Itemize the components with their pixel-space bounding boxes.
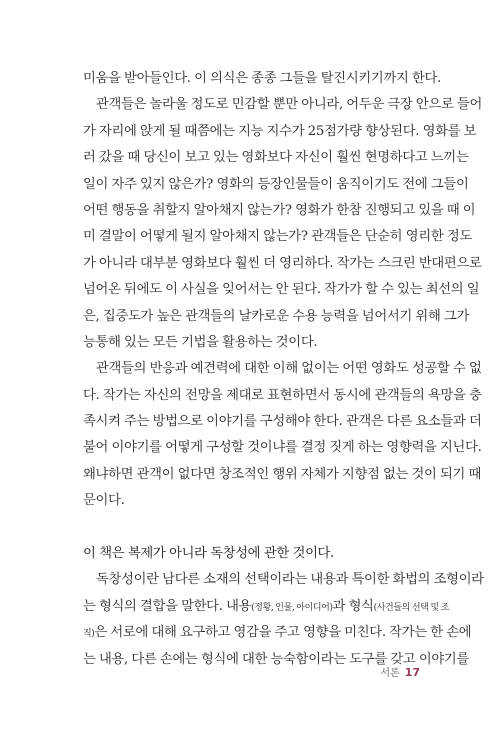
paragraph-line: 능통해 있는 모든 기법을 활용하는 것이다. — [83, 334, 318, 350]
parenthetical-note: (사건들의 선택 및 조 — [373, 602, 450, 613]
paragraph-line: 관객들은 놀라울 정도로 민감할 뿐만 아니라, 어두운 극장 안으로 들어 — [96, 97, 483, 113]
paragraph-line: 미움을 받아들인다. 이 의식은 종종 그들을 탈진시키기까지 한다. — [83, 71, 442, 86]
paragraph-line: 족시켜 주는 방법으로 이야기를 구성해야 한다. 관객은 다른 요소들과 더 — [83, 414, 482, 430]
paragraph-line: 일이 자주 있지 않은가? 영화의 등장인물들이 움직이기도 전에 그들이 — [83, 176, 469, 192]
paragraph-line: 넘어온 뒤에도 이 사실을 잊어서는 안 된다. 작가가 할 수 있는 최선의 일 — [83, 282, 480, 298]
parenthetical-note: 직) — [83, 629, 95, 640]
page-number: 17 — [404, 666, 420, 679]
paragraph-line: 미 결말이 어떻게 될지 알아채지 않는가? 관객들은 단순히 영리한 정도 — [83, 229, 472, 245]
page-footer — [380, 664, 420, 679]
paragraph-line — [83, 620, 472, 646]
text-run: 는 형식의 결합을 말한다. 내용 — [83, 598, 252, 614]
paragraph-line: 은, 집중도가 높은 관객들의 날카로운 수용 능력을 넘어서기 위해 그가 — [83, 308, 470, 324]
paragraph-line — [83, 594, 450, 620]
running-section-title: 서론 — [380, 668, 400, 679]
paragraph-line: 가 아니라 대부분 영화보다 훨씬 더 영리하다. 작가는 스크린 반대편으로 — [83, 255, 482, 271]
paragraph-line: 관객들의 반응과 예견력에 대한 이해 없이는 어떤 영화도 성공할 수 없 — [96, 361, 482, 377]
section-gap — [83, 515, 421, 541]
text-run: 과 형식 — [332, 598, 374, 614]
page-content — [83, 66, 484, 673]
paragraph-line: 어떤 행동을 취할지 알아채지 않는가? 영화가 한참 진행되고 있을 때 이 — [83, 202, 476, 218]
paragraph-line: 다. 작가는 자신의 전망을 제대로 표현하면서 동시에 관객들의 욕망을 충 — [83, 387, 482, 403]
paragraph-line: 불어 이야기를 어떻게 구성할 것이냐를 결정 짓게 하는 영향력을 지닌다. — [83, 440, 482, 456]
paragraph-line: 왜냐하면 관객이 없다면 창조적인 행위 자체가 지향점 없는 것이 되기 때 — [83, 466, 482, 482]
paragraph-line: 독창성이란 남다른 소재의 선택이라는 내용과 특이한 화법의 조형이라 — [96, 572, 484, 588]
parenthetical-note: (정황, 인물, 아이디어) — [251, 602, 333, 613]
section-heading: 이 책은 복제가 아니라 독창성에 관한 것이다. — [83, 546, 334, 562]
paragraph-line: 가 자리에 앉게 될 때쯤에는 지능 지수가 25점가량 향상된다. 영화를 보 — [83, 123, 477, 139]
paragraph-line: 는 내용, 다른 손에는 형식에 대한 능숙함이라는 도구를 갖고 이야기를 — [83, 651, 470, 667]
paragraph-line: 러 갔을 때 당신이 보고 있는 영화보다 자신이 훨씬 현명하다고 느끼는 — [83, 150, 469, 166]
paragraph-line: 문이다. — [83, 493, 125, 509]
text-run: 은 서로에 대해 요구하고 영감을 주고 영향을 미친다. 작가는 한 손에 — [94, 625, 472, 641]
